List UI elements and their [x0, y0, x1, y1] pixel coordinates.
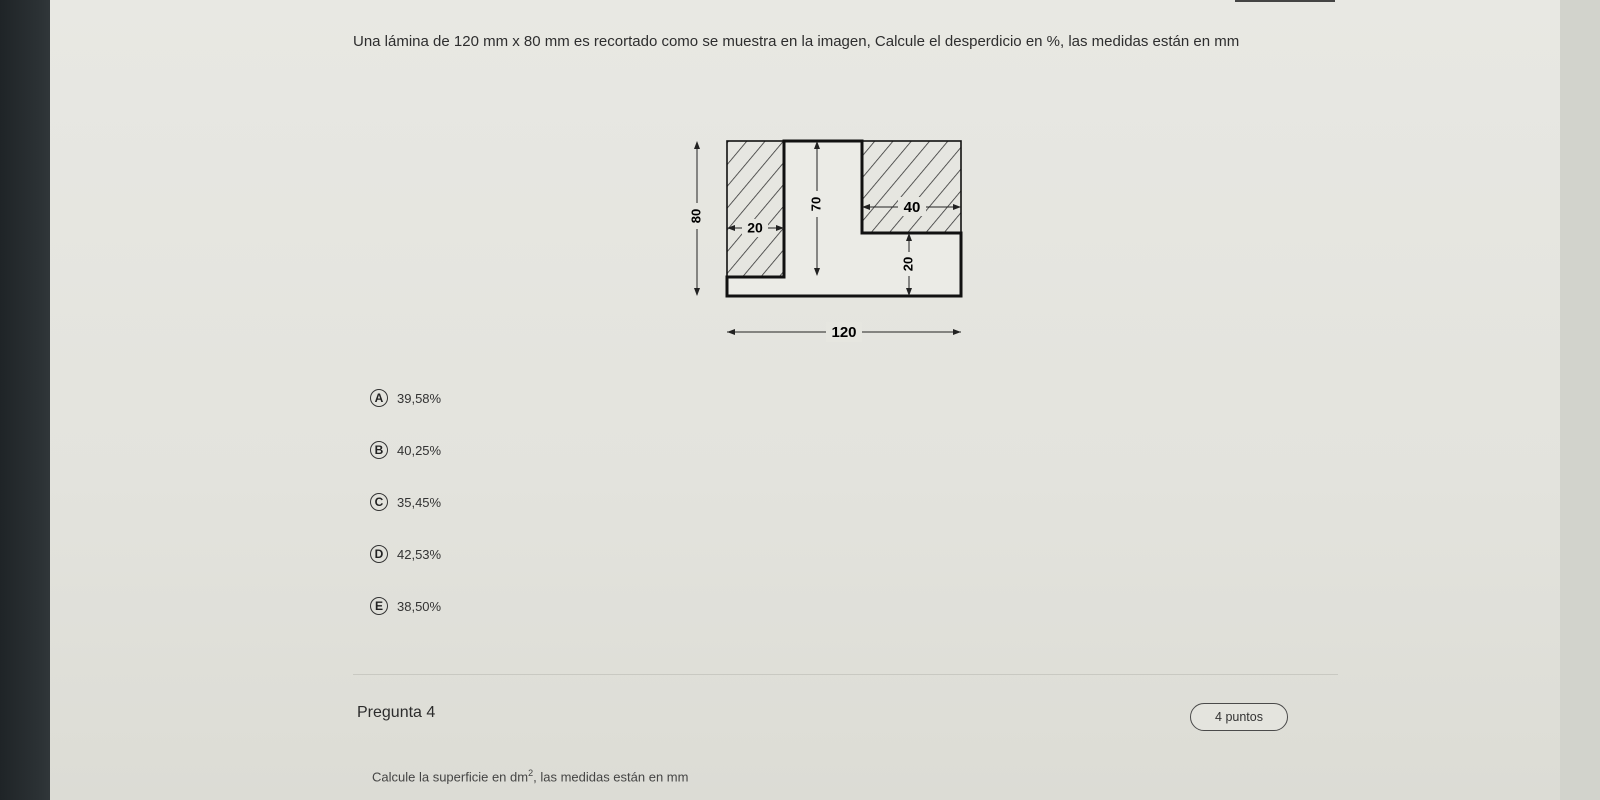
next-question-title: Pregunta 4 — [357, 704, 436, 721]
option-a-radio[interactable]: A — [370, 389, 388, 407]
next-question-text — [372, 768, 688, 784]
option-e-radio[interactable]: E — [370, 597, 388, 615]
dim-40-label: 40 — [903, 198, 921, 216]
option-b-label: 40,25% — [397, 442, 442, 458]
option-b-radio[interactable]: B — [370, 441, 388, 459]
option-d-label: 42,53% — [397, 546, 442, 562]
option-c[interactable] — [370, 492, 441, 512]
option-e-label: 38,50% — [397, 598, 442, 614]
option-e[interactable] — [370, 596, 441, 616]
dim-80-label: 80 — [688, 208, 704, 224]
option-a[interactable] — [370, 388, 441, 408]
option-d[interactable] — [370, 544, 441, 564]
option-c-radio[interactable]: C — [370, 493, 388, 511]
next-question-text-start: Calcule la superficie en — [372, 769, 511, 785]
dim-70-label: 70 — [808, 196, 824, 212]
dim-20-left-label: 20 — [747, 219, 763, 236]
right-margin — [1560, 0, 1600, 800]
next-question-text-end: , las medidas están en mm — [533, 769, 689, 785]
top-rule — [1235, 0, 1335, 2]
dim-120-label: 120 — [831, 323, 857, 341]
option-a-label: 39,58% — [397, 390, 442, 406]
waste-right — [862, 141, 961, 233]
unit-dm: dm — [510, 769, 529, 785]
option-c-label: 35,45% — [397, 494, 442, 510]
answer-options — [370, 388, 441, 648]
option-b[interactable] — [370, 440, 441, 460]
option-d-radio[interactable]: D — [370, 545, 388, 563]
question-text: Una lámina de 120 mm x 80 mm es recortado como se muestra en la imagen, Calcule el desperdicio en %, las medidas están en mm — [353, 33, 1240, 50]
points-badge: 4 puntos — [1190, 703, 1288, 731]
cut-sheet-figure — [680, 133, 980, 343]
question-divider — [353, 674, 1338, 675]
waste-left — [727, 141, 784, 277]
dim-20-right-label: 20 — [900, 256, 916, 272]
quiz-page — [50, 0, 1600, 800]
unit-exponent: 2 — [528, 768, 534, 778]
